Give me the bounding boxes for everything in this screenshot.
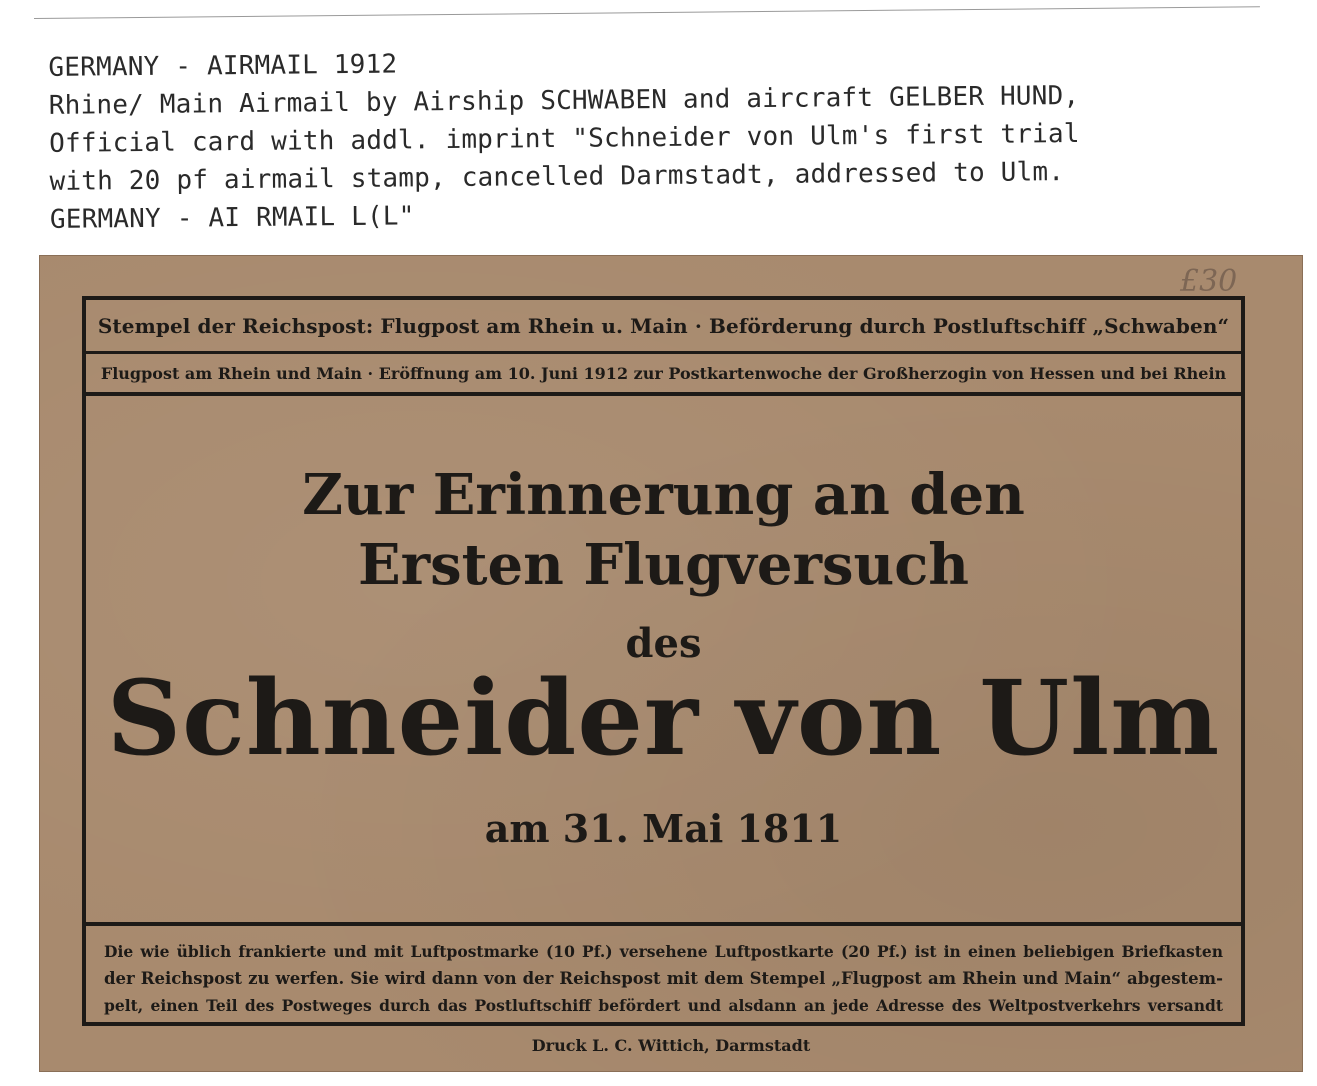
header-band-reichspost [86, 300, 1241, 354]
main-title-schneider: Schneider von Ulm [106, 658, 1221, 779]
main-line-3: des [625, 620, 702, 667]
instructions-block [86, 922, 1241, 1022]
instructions-line-3: pelt, einen Teil des Postweges durch das Postluftschiff befördert und alsdann an jede Adresse des Weltpostverkehrs versandt [104, 996, 1223, 1015]
instructions-line-2: der Reichspost zu werfen. Sie wird dann von der Reichspost mit dem Stempel „Flugpost am Rhein und Main“ abgestem- [104, 969, 1223, 988]
postcard [40, 256, 1302, 1071]
pencil-price-mark: £30 [1180, 264, 1238, 299]
label-line-2: Rhine/ Main Airmail by Airship SCHWABEN and aircraft GELBER HUND, [48, 80, 1080, 121]
main-line-2: Ersten Flugversuch [357, 532, 970, 598]
header-band-flugpost [86, 354, 1241, 396]
main-line-1: Zur Erinnerung an den [302, 462, 1025, 528]
label-line-3: Official card with addl. imprint "Schneider von Ulm's first trial [49, 118, 1080, 159]
header-line-1: Stempel der Reichspost: Flugpost am Rhein u. Main · Beförderung durch Postluftschiff „Schwaben“ [97, 313, 1230, 338]
card-frame [82, 296, 1245, 1026]
description-label [34, 6, 1262, 251]
main-date-line: am 31. Mai 1811 [484, 806, 843, 851]
label-line-4: with 20 pf airmail stamp, cancelled Darmstadt, addressed to Ulm. [49, 157, 1065, 197]
instructions-line-1: Die wie üblich frankierte und mit Luftpostmarke (10 Pf.) versehene Luftpostkarte (20 Pf.) ist in einen beliebigen Briefkasten [104, 942, 1223, 961]
header-line-2: Flugpost am Rhein und Main · Eröffnung am 10. Juni 1912 zur Postkartenwoche der Großherzogin von Hessen und bei Rhein [100, 363, 1227, 383]
printer-imprint: Druck L. C. Wittich, Darmstadt [531, 1036, 811, 1055]
commemorative-text [86, 396, 1241, 922]
label-line-5: GERMANY - AI RMAIL L(L" [49, 201, 415, 235]
label-line-1: GERMANY - AIRMAIL 1912 [48, 49, 398, 83]
